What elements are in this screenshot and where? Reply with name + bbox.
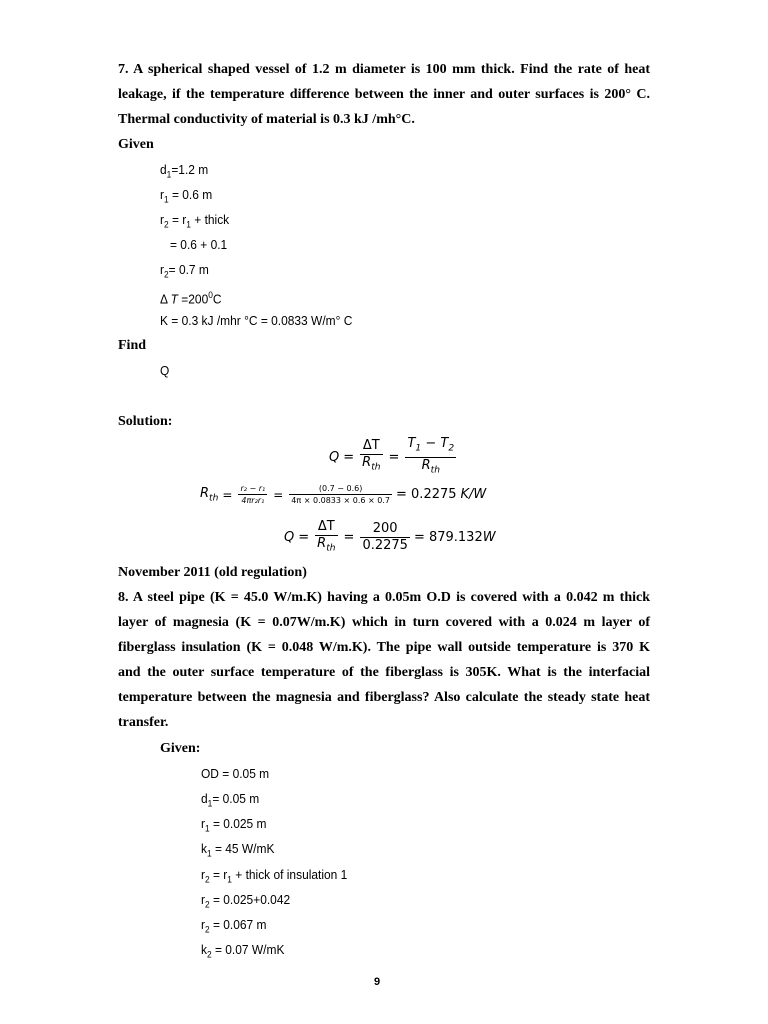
equation-q-rth: Q = $\frac{\Delta T}{R_{th}}$ = $\frac{T_1 - T_2}{R_{th}}$	[329, 436, 455, 476]
q8-given-r1: $r_1 = 0.025$ m	[201, 816, 267, 834]
q8-given-k1: $k_1 = 45$ W/mK	[201, 841, 275, 859]
q7-find-label: Find	[118, 338, 147, 353]
q7-find-variable: Q	[160, 363, 170, 378]
q8-text-line-1: 8. A steel pipe (K = 45.0 W/m.K) having a 0.05m O.D is covered with a 0.042 m thick	[118, 590, 650, 605]
q7-given-r2-value: $r_2= 0.7$ m	[160, 262, 209, 280]
section-title: November 2011 (old regulation)	[118, 565, 307, 580]
q8-given-label: Given:	[160, 741, 201, 756]
q8-given-r2-calc: $r_2 = 0.025+0.042$	[201, 892, 291, 910]
q7-text-line-3: Thermal conductivity of material is 0.3 kJ /mh°C.	[118, 112, 415, 127]
q8-given-r2-value: $r_2 = 0.067$ m	[201, 917, 267, 935]
q7-given-d1: $d_1=1.2$ m	[160, 162, 209, 180]
equation-q-result: Q = $\frac{\Delta T}{R_{th}}$ = $\frac{200}{0.2275}$ = 879.132 W	[284, 519, 496, 554]
q8-given-k2: $k_2 = 0.07$ W/mK	[201, 942, 285, 960]
q8-text-line-4: and the outer surface temperature of the fiberglass is 305K. What is the interfacial	[118, 665, 650, 680]
q7-given-k: K = 0.3 kJ /mhr °C = 0.0833 W/m° C	[160, 313, 353, 328]
q7-text-line-2: leakage, if the temperature difference between the inner and outer surfaces is 200° C.	[118, 87, 650, 102]
page-number: 9	[374, 976, 381, 988]
q7-given-r1: $r_1 = 0.6$ m	[160, 187, 213, 205]
q8-text-line-2: layer of magnesia (K = 0.07W/m.K) which in turn covered with a 0.024 m layer of	[118, 615, 650, 630]
q8-given-r2-formula: $r_2 = r_1$ + thick of insulation 1	[201, 867, 348, 885]
q7-given-r2: $r_2 = r_1$ + thick	[160, 212, 230, 230]
q8-text-line-3: fiberglass insulation (K = 0.048 W/m.K). The pipe wall outside temperature is 370 K	[118, 640, 650, 655]
q7-given-label: Given	[118, 137, 154, 152]
equation-rth: $R_{th}$ = $\frac{\text{r₂ − r₁}}{\text{4πr₂r₁}}$ = $\frac{(0.7 - 0.6)}{4\pi \times 0.0833 \times 0.6 \times 0.7}$ = 0.2275 K/W	[200, 484, 487, 505]
q7-given-delta-t: Δ $T =200^0C$	[160, 290, 222, 307]
q8-given-d1: $d_1= 0.05$ m	[201, 791, 260, 809]
q8-text-line-6: transfer.	[118, 715, 169, 730]
q7-given-r2-calc: = 0.6 + 0.1	[170, 237, 228, 252]
q7-text-line-1: 7. A spherical shaped vessel of 1.2 m diameter is 100 mm thick. Find the rate of heat	[118, 62, 650, 77]
q8-given-od: OD = 0.05 m	[201, 766, 270, 781]
q8-text-line-5: temperature between the magnesia and fiberglass? Also calculate the steady state heat	[118, 690, 650, 705]
q7-solution-label: Solution:	[118, 414, 173, 429]
